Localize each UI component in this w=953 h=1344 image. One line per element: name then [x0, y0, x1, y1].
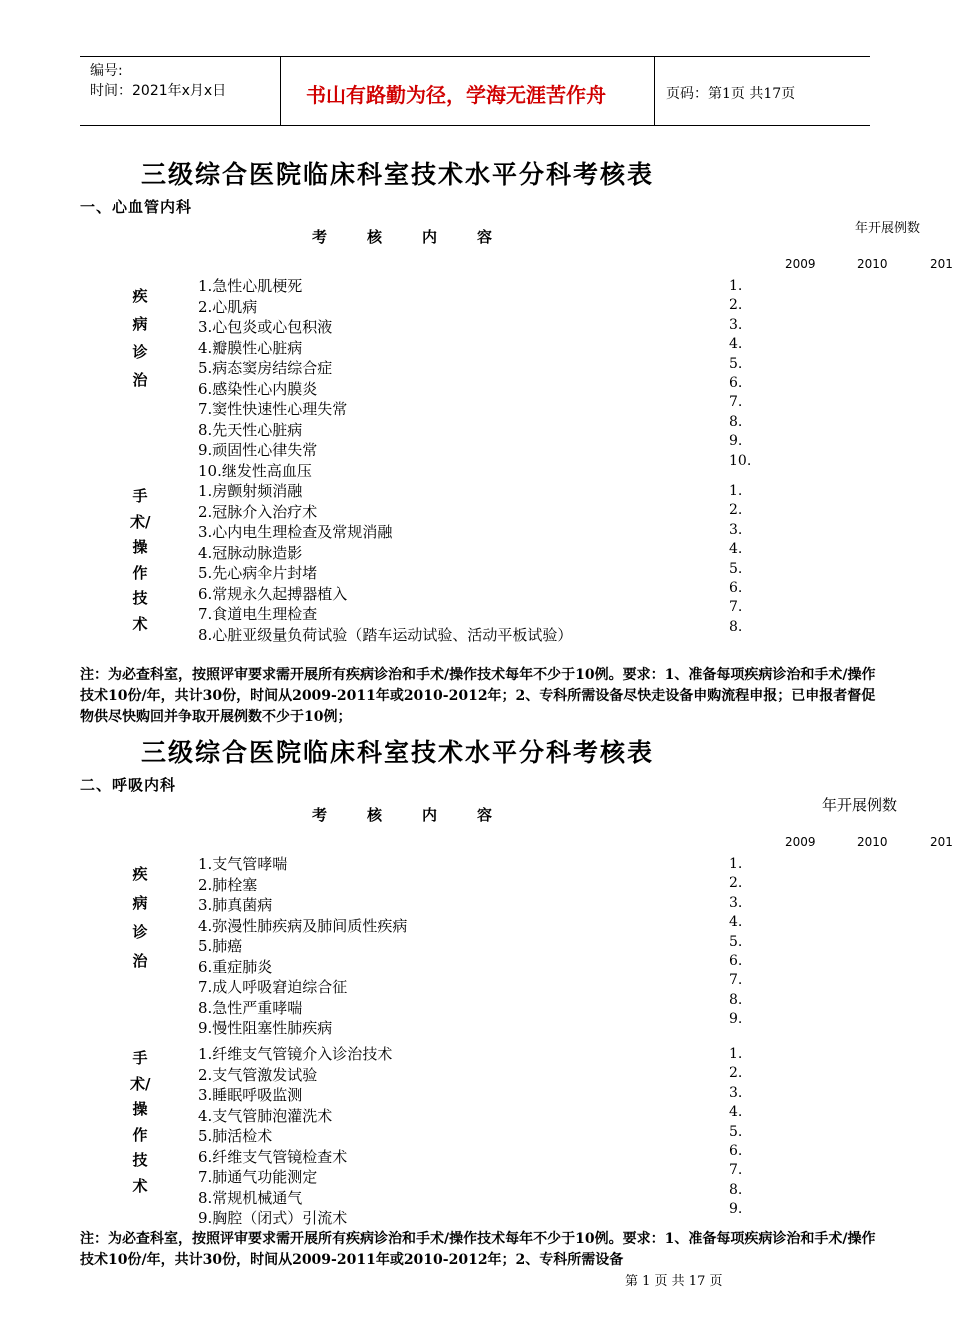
group-label-procedure: 手术/操作技术 [130, 487, 151, 633]
item-list [198, 1044, 392, 1229]
list-item: 8.常规机械通气 [198, 1188, 303, 1207]
list-number: 6. [729, 580, 743, 597]
list-item: 8.急性严重哮喘 [198, 998, 303, 1017]
list-item: 6.感染性心内膜炎 [198, 379, 318, 398]
year-header: 201 [930, 835, 953, 849]
list-item: 4.支气管肺泡灌洗术 [198, 1106, 333, 1125]
list-item: 9.胸腔（闭式）引流术 [198, 1209, 348, 1227]
list-number: 7. [729, 972, 743, 989]
list-number: 9. [729, 1011, 743, 1028]
header-divider [654, 57, 655, 125]
section-heading: 一、心血管内科 [80, 198, 193, 216]
list-number: 8. [729, 1181, 743, 1198]
list-number: 6. [729, 375, 743, 392]
list-number: 10. [729, 452, 752, 469]
section-title: 三级综合医院临床科室技术水平分科考核表 [141, 160, 655, 189]
list-number: 3. [729, 894, 743, 911]
cases-label: 年开展例数 [855, 221, 921, 236]
list-number: 6. [729, 953, 743, 970]
list-number: 8. [729, 991, 743, 1008]
group-label-diagnosis: 疾病诊治 [132, 865, 148, 970]
item-list [198, 481, 572, 645]
list-item: 3.睡眠呼吸监测 [198, 1086, 303, 1104]
list-item: 5.肺癌 [198, 937, 243, 955]
list-number: 9. [729, 1201, 743, 1218]
group-label-procedure: 手术/操作技术 [130, 1049, 151, 1195]
list-item: 2.肺栓塞 [198, 875, 258, 894]
list-number: 5. [729, 933, 743, 950]
list-number: 4. [729, 541, 743, 558]
section-title: 三级综合医院临床科室技术水平分科考核表 [141, 738, 655, 767]
list-number: 5. [729, 560, 743, 577]
column-header: 考核内容 [312, 806, 533, 824]
list-number: 2. [729, 297, 743, 314]
list-number: 7. [729, 599, 743, 616]
header-meta [90, 57, 226, 129]
list-item: 7.食道电生理检查 [198, 605, 318, 623]
list-number: 8. [729, 618, 743, 635]
list-item: 9.顽固性心律失常 [198, 441, 318, 459]
serial-label: 编号: [90, 63, 123, 79]
year-header: 201 [930, 257, 953, 271]
list-item: 8.先天性心脏病 [198, 420, 303, 439]
list-item: 4.冠脉动脉造影 [198, 543, 303, 562]
list-item: 2.心肌病 [198, 297, 258, 316]
list-number: 1. [729, 856, 743, 872]
list-number: 2. [729, 1065, 743, 1082]
section-note: 注：为必查科室，按照评审要求需开展所有疾病诊治和手术/操作技术每年不少于10例。要求：1、准备每项疾病诊治和手术/操作技术10份/年，共计30份，时间从2009-2011年或2010-2012年；2、专科所需设备 [80, 1231, 876, 1268]
section-note: 注：为必查科室，按照评审要求需开展所有疾病诊治和手术/操作技术每年不少于10例。要求：1、准备每项疾病诊治和手术/操作技术10份/年，共计30份，时间从2009-2011年或2010-2012年；2、专科所需设备尽快走设备申购流程申报；已申报者督促物供尽快购回并争取开展例数不少于10例； [80, 667, 876, 725]
list-item: 3.心内电生理检查及常规消融 [198, 523, 393, 541]
list-item: 2.冠脉介入治疗术 [198, 502, 318, 521]
list-number: 1. [729, 278, 743, 294]
column-header: 考核内容 [312, 228, 533, 246]
list-item: 1.房颤射频消融 [198, 482, 303, 500]
list-item: 1.纤维支气管镜介入诊治技术 [198, 1045, 393, 1063]
list-number: 4. [729, 1104, 743, 1121]
list-item: 4.弥漫性肺疾病及肺间质性疾病 [198, 916, 408, 935]
list-number: 3. [729, 1084, 743, 1101]
list-number: 5. [729, 1123, 743, 1140]
list-number: 3. [729, 316, 743, 333]
list-item: 3.肺真菌病 [198, 896, 273, 914]
list-item: 6.纤维支气管镜检查术 [198, 1147, 348, 1166]
year-header: 2010 [857, 835, 888, 849]
list-item: 6.常规永久起搏器植入 [198, 584, 348, 603]
number-list [729, 277, 751, 471]
number-list [729, 482, 742, 637]
number-list [729, 855, 742, 1030]
time-label: 时间：2021年x月x日 [90, 83, 227, 99]
list-item: 2.支气管激发试验 [198, 1065, 318, 1084]
list-item: 6.重症肺炎 [198, 957, 273, 976]
item-list [198, 854, 407, 1039]
list-item: 7.窦性快速性心理失常 [198, 400, 348, 418]
list-number: 5. [729, 355, 743, 372]
list-item: 5.病态窦房结综合症 [198, 359, 333, 377]
year-header: 2009 [785, 835, 816, 849]
header-divider [280, 57, 281, 125]
list-item: 1.支气管哮喘 [198, 855, 288, 873]
item-list [198, 276, 347, 481]
list-item: 9.慢性阻塞性肺疾病 [198, 1019, 333, 1037]
list-item: 4.瓣膜性心脏病 [198, 338, 303, 357]
section-heading: 二、呼吸内科 [80, 776, 177, 794]
list-item: 7.肺通气功能测定 [198, 1168, 318, 1186]
list-number: 4. [729, 336, 743, 353]
list-number: 6. [729, 1143, 743, 1160]
year-header: 2010 [857, 257, 888, 271]
document-header [80, 56, 870, 126]
list-item: 1.急性心肌梗死 [198, 277, 303, 295]
list-item: 10.继发性高血压 [198, 461, 312, 480]
group-label-diagnosis: 疾病诊治 [132, 287, 148, 389]
year-header: 2009 [785, 257, 816, 271]
list-number: 8. [729, 413, 743, 430]
list-number: 7. [729, 1162, 743, 1179]
list-number: 7. [729, 394, 743, 411]
list-item: 7.成人呼吸窘迫综合征 [198, 978, 348, 996]
list-item: 5.先心病伞片封堵 [198, 564, 318, 582]
header-motto: 书山有路勤为径，学海无涯苦作舟 [306, 83, 606, 107]
list-number: 9. [729, 433, 743, 450]
list-number: 2. [729, 502, 743, 519]
page-footer: 第 1 页 共 17 页 [625, 1274, 723, 1289]
list-number: 1. [729, 483, 743, 499]
number-list [729, 1045, 742, 1220]
list-number: 3. [729, 521, 743, 538]
list-number: 1. [729, 1046, 743, 1062]
list-number: 4. [729, 914, 743, 931]
list-item: 5.肺活检术 [198, 1127, 273, 1145]
list-item: 3.心包炎或心包积液 [198, 318, 333, 336]
cases-label: 年开展例数 [822, 796, 898, 814]
list-item: 8.心脏亚级量负荷试验（踏车运动试验、活动平板试验） [198, 625, 573, 644]
list-number: 2. [729, 875, 743, 892]
header-page-info: 页码：第1页 共17页 [666, 86, 796, 102]
